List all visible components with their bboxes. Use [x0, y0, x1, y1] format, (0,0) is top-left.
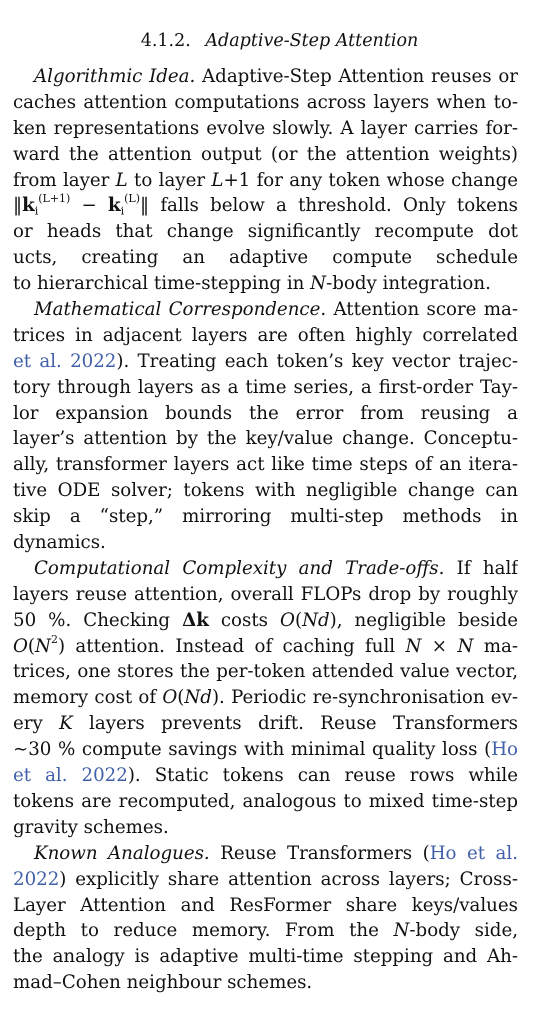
- text-run: ), negligible beside: [329, 609, 518, 631]
- text-line: [13, 659, 518, 685]
- text-run: Adaptive-Step Attention reuses or: [195, 66, 518, 87]
- text-run: caches attention computations across layers when to-: [13, 91, 518, 113]
- italic-text: N: [405, 635, 422, 657]
- text-run: ‖: [13, 195, 23, 217]
- subscript: i: [34, 204, 39, 218]
- text-run: skip a “step,” mirroring multi-step methods in: [13, 506, 518, 528]
- text-run: dynamics.: [13, 532, 106, 554]
- text-run: Reuse Transformers (: [209, 842, 430, 864]
- text-line: [13, 789, 518, 815]
- text-line: [13, 323, 518, 349]
- text-line: [13, 297, 518, 323]
- text-line: [13, 219, 518, 245]
- text-line: [13, 90, 518, 116]
- text-line: [13, 245, 518, 271]
- text-run: (: [177, 687, 185, 709]
- text-run: ∼30 % compute savings with minimal quality loss (: [13, 739, 492, 761]
- italic-text: Mathematical Correspondence.: [34, 299, 327, 321]
- text-run: mad–Cohen neighbour schemes.: [13, 972, 313, 994]
- text-run: ). Periodic re-synchronisation ev-: [211, 687, 518, 709]
- text-line: [13, 867, 518, 893]
- text-line: [13, 426, 518, 452]
- superscript: (L+1): [38, 193, 71, 206]
- text-run: -body integration.: [326, 273, 491, 295]
- italic-text: Computational Complexity and Trade-offs.: [34, 557, 445, 579]
- text-run: +1 for any token whose change: [223, 169, 518, 191]
- italic-text: L: [115, 169, 128, 191]
- text-run: costs: [208, 609, 281, 631]
- text-line: [13, 271, 518, 297]
- text-run: ma-: [473, 635, 518, 657]
- text-run: tory through layers as a time series, a first-order Tay-: [13, 376, 518, 398]
- text-run: ) attention. Instead of caching full: [57, 635, 406, 657]
- italic-text: Known Analogues.: [34, 842, 210, 864]
- subscript: i: [120, 204, 125, 218]
- text-line: [13, 375, 518, 401]
- bold-symbol: k: [22, 195, 35, 217]
- text-run: to layer: [127, 169, 212, 191]
- text-run: Layer Attention and ResFormer share keys/values: [13, 894, 518, 916]
- text-line: [13, 737, 518, 763]
- text-run: ucts, creating an adaptive compute schedule: [13, 247, 518, 269]
- text-line: [13, 815, 518, 841]
- text-line: [13, 530, 518, 556]
- citation-link[interactable]: et al. 2022: [13, 765, 128, 787]
- section-heading: [0, 30, 559, 52]
- text-line: [13, 763, 518, 789]
- italic-text: L: [211, 169, 224, 191]
- text-line: [13, 142, 518, 168]
- text-run: trices in adjacent layers are often highly correlated: [13, 324, 518, 346]
- italic-text: O: [280, 609, 295, 631]
- text-run: ery: [13, 713, 60, 735]
- text-run: ward the attention output (or the attention weights): [13, 143, 518, 165]
- text-line: [13, 893, 518, 919]
- body-text: [13, 64, 518, 996]
- text-line: [13, 504, 518, 530]
- text-line: [13, 970, 518, 996]
- citation-link[interactable]: 2022: [13, 868, 60, 890]
- text-run: or heads that change significantly recompute dot: [13, 221, 518, 243]
- text-run: the analogy is adaptive multi-time stepping and Ah-: [13, 946, 518, 968]
- text-line: [13, 168, 518, 194]
- text-run: tive ODE solver; tokens with negligible change can: [13, 480, 518, 502]
- italic-text: Algorithmic Idea.: [34, 66, 196, 87]
- text-run: ally, transformer layers act like time steps of an itera-: [13, 454, 518, 476]
- text-line: [13, 452, 518, 478]
- text-run: If half: [456, 557, 518, 579]
- text-run: tokens are recomputed, analogous to mixed time-step: [13, 790, 518, 812]
- citation-link[interactable]: et al. 2022: [13, 350, 117, 372]
- italic-text: Nd: [302, 609, 330, 631]
- text-run: Attention score ma-: [326, 299, 518, 321]
- text-line: [13, 918, 518, 944]
- text-run: depth to reduce memory. From the: [13, 920, 394, 942]
- citation-link[interactable]: Ho: [491, 739, 518, 761]
- text-run: layer’s attention by the key/value change. Conceptu-: [13, 428, 518, 450]
- text-run: memory cost of: [13, 687, 163, 709]
- text-line: [13, 193, 518, 219]
- text-run: layers reuse attention, overall FLOPs drop by roughly: [13, 583, 518, 605]
- text-line: [13, 944, 518, 970]
- citation-link[interactable]: Ho et al.: [429, 842, 518, 864]
- text-run: trices, one stores the per-token attended value vector,: [13, 661, 518, 683]
- text-run: -body side,: [409, 920, 518, 942]
- italic-text: N: [457, 635, 474, 657]
- text-run: 50 %. Checking: [13, 609, 183, 631]
- text-run: layers prevents drift. Reuse Transformers: [89, 713, 518, 735]
- text-run: ). Treating each token’s key vector trajec-: [116, 350, 518, 372]
- italic-text: N: [310, 273, 327, 295]
- text-run: ) explicitly share attention across layers; Cross-: [59, 868, 518, 890]
- text-run: (: [27, 635, 36, 657]
- text-line: [13, 685, 518, 711]
- text-line: [13, 582, 518, 608]
- italic-text: N: [393, 920, 410, 942]
- text-line: [13, 401, 518, 427]
- section-title: Adaptive-Step Attention: [205, 31, 419, 51]
- italic-text: K: [59, 713, 73, 735]
- text-line: [13, 634, 518, 660]
- text-line: [13, 116, 518, 142]
- text-run: −: [70, 195, 108, 217]
- text-line: [13, 556, 518, 582]
- text-line: [13, 608, 518, 634]
- text-run: ‖ falls below a threshold. Only tokens: [140, 195, 518, 217]
- text-line: [13, 349, 518, 375]
- text-run: ). Static tokens can reuse rows while: [127, 765, 518, 787]
- text-run: to hierarchical time-stepping in: [13, 273, 311, 295]
- text-run: lor expansion bounds the error from reusing a: [13, 402, 518, 424]
- section-number: 4.1.2.: [140, 31, 191, 51]
- text-run: ken representations evolve slowly. A layer carries for-: [13, 117, 518, 139]
- text-run: ×: [421, 635, 458, 657]
- text-run: from layer: [13, 169, 116, 191]
- superscript: (L): [124, 193, 141, 206]
- text-line: [13, 478, 518, 504]
- superscript: 2: [50, 633, 58, 646]
- text-line: [13, 841, 518, 867]
- bold-symbol: Δk: [182, 609, 209, 631]
- text-line: [13, 64, 518, 90]
- italic-text: O: [162, 687, 178, 709]
- italic-text: N: [35, 635, 51, 657]
- italic-text: O: [13, 635, 28, 657]
- bold-symbol: k: [108, 195, 121, 217]
- italic-text: Nd: [184, 687, 212, 709]
- text-run: (: [294, 609, 303, 631]
- text-run: gravity schemes.: [13, 816, 169, 838]
- text-line: [13, 711, 518, 737]
